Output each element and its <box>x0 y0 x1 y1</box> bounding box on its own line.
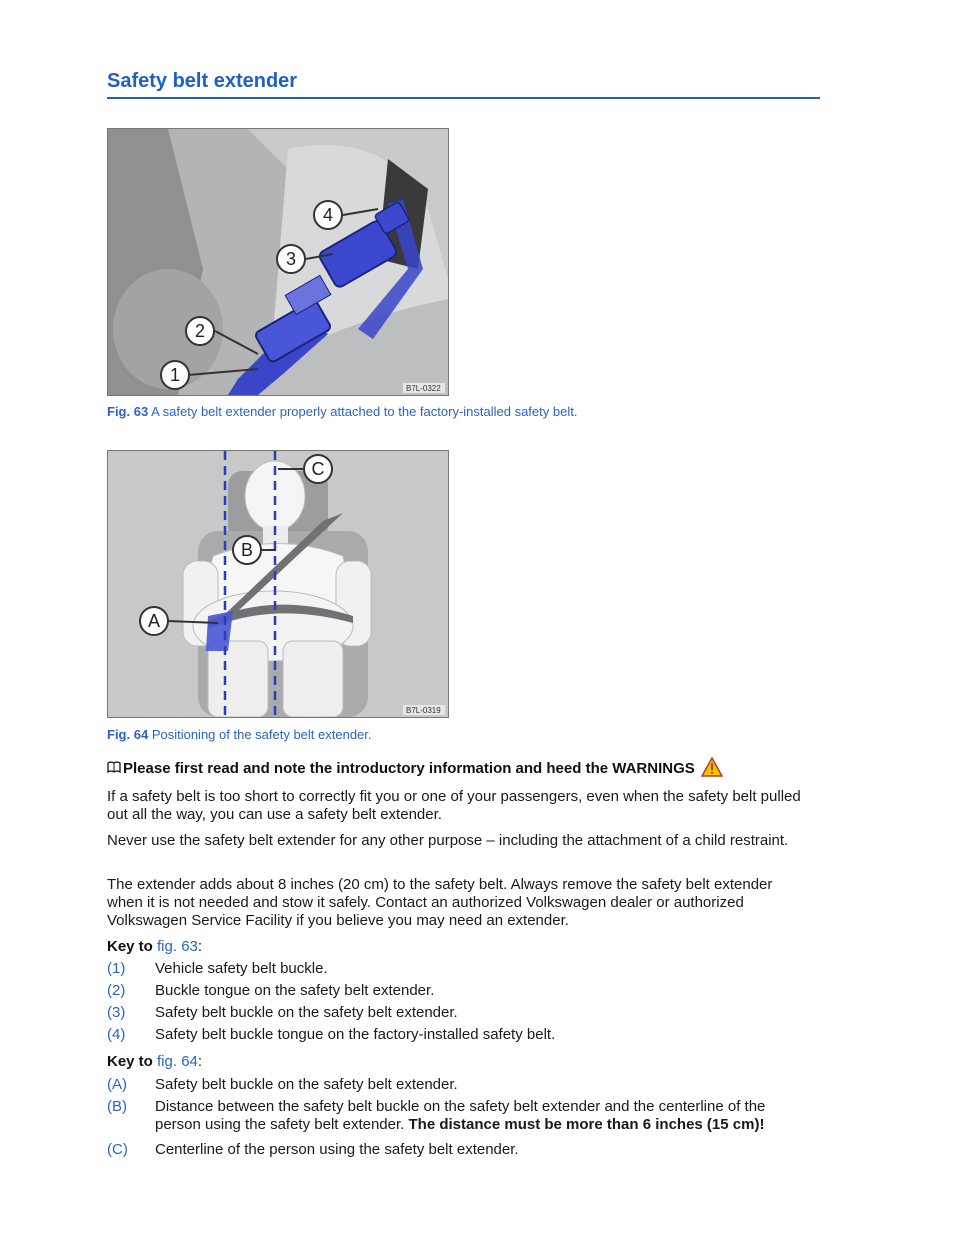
key-heading-fig63 <box>107 938 202 955</box>
key-colon: : <box>197 1053 203 1070</box>
figure-number: Fig. 63 <box>107 404 149 419</box>
key-marker: (C) <box>107 1141 128 1158</box>
figure-63-image <box>107 128 449 396</box>
figure-63-caption <box>107 404 577 419</box>
figure-64-caption <box>107 727 372 742</box>
callout-b: B <box>240 540 254 560</box>
key-marker: (3) <box>107 1004 126 1021</box>
callout-a: A <box>147 611 161 631</box>
key-marker: (1) <box>107 960 126 977</box>
figure-code: B7L-0322 <box>406 384 441 393</box>
key-colon: : <box>197 938 203 955</box>
key-marker: (A) <box>107 1076 127 1093</box>
figure-code: B7L-0319 <box>406 706 441 715</box>
callout-c: C <box>311 459 325 479</box>
key-marker: (B) <box>107 1098 127 1115</box>
figure-number: Fig. 64 <box>107 727 149 742</box>
key-heading-fig64 <box>107 1053 202 1070</box>
key-emphasis: The distance must be more than 6 inches (15 cm)! <box>408 1116 765 1133</box>
intro-note <box>107 757 827 781</box>
key-label: Key to <box>107 938 153 955</box>
paragraph: The extender adds about 8 inches (20 cm) to the safety belt. Always remove the safety belt extender when it is not needed and stow it safely. Contact an authorized Volkswagen dealer or authorized Volkswagen Service Facility if you believe you may need an extender. <box>107 876 773 929</box>
callout-3: 3 <box>285 249 297 269</box>
figure-63-link[interactable]: fig. 63 <box>157 938 198 955</box>
book-icon <box>107 760 121 777</box>
key-text: Buckle tongue on the safety belt extender. <box>155 982 435 999</box>
figure-caption-text: Positioning of the safety belt extender. <box>151 727 372 742</box>
key-marker: (2) <box>107 982 126 999</box>
figure-caption-text: A safety belt extender properly attached to the factory-installed safety belt. <box>151 404 578 419</box>
key-label: Key to <box>107 1053 153 1070</box>
key-marker: (4) <box>107 1026 126 1043</box>
note-text: Please first read and note the introductory information and heed the WARNINGS <box>123 760 695 777</box>
dummy-positioning-illustration <box>108 451 448 717</box>
callout-1: 1 <box>169 365 181 385</box>
key-text-with-emphasis <box>155 1098 805 1134</box>
key-text: Distance between the safety belt buckle on the safety belt extender and the centerline of the person using the safety belt extender. <box>155 1098 766 1133</box>
callout-4: 4 <box>322 205 334 225</box>
page-title: Safety belt extender <box>107 70 820 99</box>
figure-64-image <box>107 450 449 718</box>
key-text: Vehicle safety belt buckle. <box>155 960 328 977</box>
paragraph: Never use the safety belt extender for any other purpose – including the attachment of a child restraint. <box>107 832 789 849</box>
warning-triangle-icon[interactable] <box>701 757 723 781</box>
callout-2: 2 <box>194 321 206 341</box>
figure-64-link[interactable]: fig. 64 <box>157 1053 198 1070</box>
key-text: Centerline of the person using the safety belt extender. <box>155 1141 519 1158</box>
key-text: Safety belt buckle tongue on the factory-installed safety belt. <box>155 1026 556 1043</box>
key-text: Safety belt buckle on the safety belt extender. <box>155 1076 458 1093</box>
key-text: Safety belt buckle on the safety belt extender. <box>155 1004 458 1021</box>
paragraph: If a safety belt is too short to correctly fit you or one of your passengers, even when the safety belt pulled out all the way, you can use a safety belt extender. <box>107 788 801 823</box>
belt-extender-illustration <box>108 129 448 395</box>
